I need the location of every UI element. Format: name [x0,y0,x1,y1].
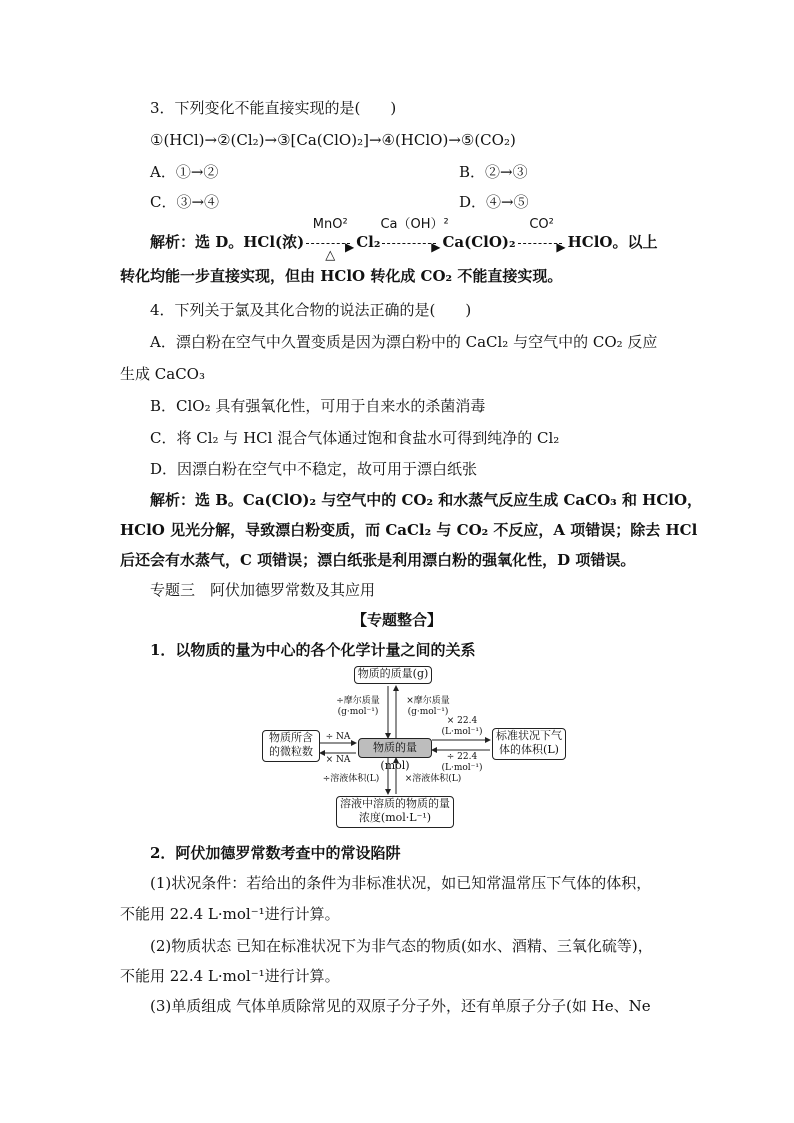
q4-option-b: B．ClO₂ 具有强氧化性，可用于自来水的杀菌消毒 [150,397,486,415]
q3-option-a: A．①→② [150,163,219,181]
node-concentration [336,796,454,828]
q3-answer-prefix: 解析：选 D。HCl(浓) [150,233,305,251]
q4-answer-line1: 解析：选 B。Ca(ClO)₂ 与空气中的 CO₂ 和水蒸气反应生成 CaCO₃ 和 HClO， [150,491,703,509]
trap-3-line1: (3)单质组成 气体单质除常见的双原子分子外，还有单原子分子(如 He、Ne [150,997,651,1015]
q3-answer-line1 [150,217,658,263]
item-2-title: 2．阿伏加德罗常数考查中的常设陷阱 [150,844,401,862]
node-gas-volume [492,728,566,760]
arrow-3-label: CO² [529,217,554,232]
node-amount-of-substance: 物质的量(mol) [358,738,432,758]
q4-option-c: C．将 Cl₂ 与 HCl 混合气体通过饱和食盐水可得到纯净的 Cl₂ [150,429,560,447]
section-title: 【专题整合】 [351,611,442,629]
q3-answer-tail: HClO。以上 [567,233,658,251]
label-div-vm-text: ÷ 22.4 [446,752,478,762]
node-particles-line1: 物质所含 [269,731,313,744]
label-mul-vm-unit: (L·mol⁻¹) [441,727,483,737]
stoichiometry-diagram [0,660,794,830]
node-mass: 物质的质量(g) [354,666,432,684]
label-mul-vm [434,716,490,738]
label-div-na: ÷ NA [325,732,351,742]
label-div-molar-mass-unit: (g·mol⁻¹) [337,707,379,717]
node-particles [262,730,320,762]
q3-answer-line2: 转化均能一步直接实现，但由 HClO 转化成 CO₂ 不能直接实现。 [120,267,563,285]
node-concentration-line2: 浓度(mol·L⁻¹) [358,811,432,824]
label-mul-na: × NA [325,755,351,765]
q4-answer-line3: 后还会有水蒸气，C 项错误；漂白纸张是利用漂白粉的强氧化性，D 项错误。 [120,551,636,569]
node-gas-volume-line2: 体的体积(L) [499,743,559,756]
trap-1-line1: (1)状况条件：若给出的条件为非标准状况，如已知常温常压下气体的体积， [150,874,652,892]
q4-stem: 4．下列关于氯及其化合物的说法正确的是( ) [150,301,472,319]
reaction-arrow-2 [380,217,449,254]
arrow-2-label: Ca（OH）² [380,217,449,232]
q3-option-b: B．②→③ [459,163,528,181]
label-div-vm [434,752,490,774]
item-1-title: 1．以物质的量为中心的各个化学计量之间的关系 [150,641,476,659]
trap-2-line2: 不能用 22.4 L·mol⁻¹进行计算。 [120,967,340,985]
arrow-head-icon: ▶ [431,240,441,254]
reaction-arrow-3 [516,217,568,254]
label-mul-vm-text: × 22.4 [446,716,478,726]
q3-option-d: D．④→⑤ [459,193,529,211]
label-div-molar-mass [330,696,386,718]
arrow-1-label: MnO² [312,217,348,232]
label-mul-solution-volume: ×溶液体积(L) [404,774,462,784]
arrow-head-icon: ▶ [345,240,355,254]
q3-option-c: C．③→④ [150,193,220,211]
reaction-arrow-1 [304,217,356,263]
trap-1-line2: 不能用 22.4 L·mol⁻¹进行计算。 [120,905,340,923]
q4-option-a-line1: A．漂白粉在空气中久置变质是因为漂白粉中的 CaCl₂ 与空气中的 CO₂ 反应 [150,333,658,351]
q4-option-d: D．因漂白粉在空气中不稳定，故可用于漂白纸张 [150,460,478,478]
q4-answer-line2: HClO 见光分解，导致漂白粉变质，而 CaCl₂ 与 CO₂ 不反应，A 项错误；除去 HCl [120,521,698,539]
label-div-vm-unit: (L·mol⁻¹) [441,763,483,773]
label-div-molar-mass-text: ÷摩尔质量 [336,696,380,706]
q3-mid-1: Cl₂ [356,233,381,251]
arrow-head-icon: ▶ [556,240,566,254]
label-mul-molar-mass-text: ×摩尔质量 [406,696,450,706]
topic3-heading: 专题三 阿伏加德罗常数及其应用 [150,581,376,599]
label-mul-molar-mass-unit: (g·mol⁻¹) [407,707,449,717]
q4-option-a-line2: 生成 CaCO₃ [120,365,205,383]
q3-mid-2: Ca(ClO)₂ [442,233,516,251]
node-particles-line2: 的微粒数 [269,745,313,758]
label-div-solution-volume: ÷溶液体积(L) [322,774,380,784]
node-gas-volume-line1: 标准状况下气 [496,729,562,742]
trap-2-line1: (2)物质状态 已知在标准状况下为非气态的物质(如水、酒精、三氧化硫等)， [150,937,653,955]
heat-symbol: △ [325,248,336,263]
q3-chain: ①(HCl)→②(Cl₂)→③[Ca(ClO)₂]→④(HClO)→⑤(CO₂) [150,131,516,149]
label-mul-molar-mass [398,696,458,718]
node-concentration-line1: 溶液中溶质的物质的量 [340,797,450,810]
q3-stem: 3．下列变化不能直接实现的是( ) [150,99,397,117]
